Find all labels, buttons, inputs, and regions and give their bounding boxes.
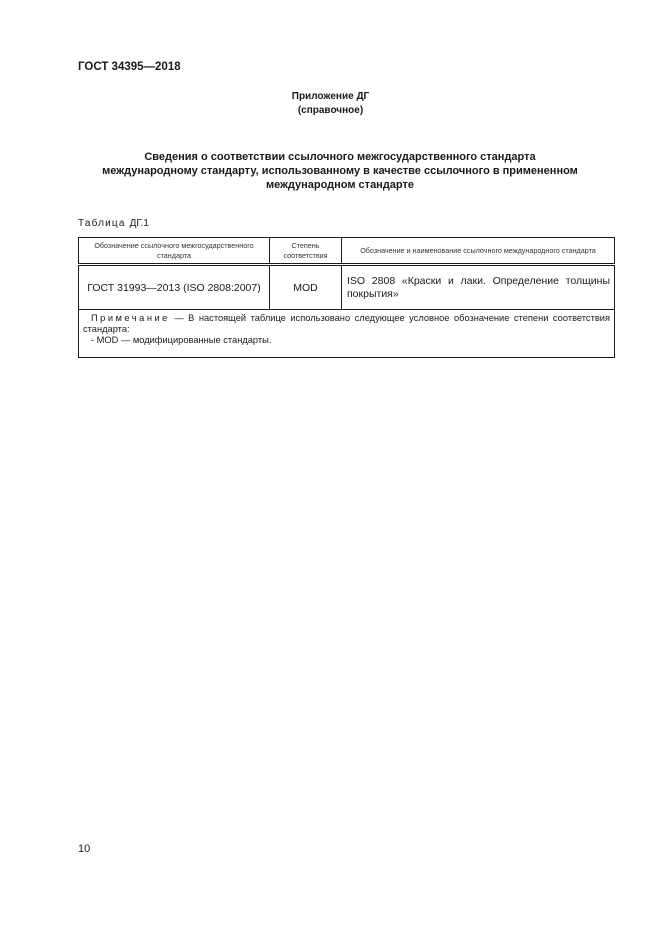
table-caption bbox=[78, 218, 149, 229]
cell-interstate-standard: ГОСТ 31993—2013 (ISO 2808:2007) bbox=[79, 265, 270, 310]
cell-international-standard: ISO 2808 «Краски и лаки. Определение толщины покрытия» bbox=[342, 265, 615, 310]
heading-line-2: международному стандарту, использованному в качестве ссылочного в примененном bbox=[102, 165, 578, 177]
note-item: - MOD — модифицированные стандарты. bbox=[91, 335, 272, 345]
column-header-conformity: Степень соответствия bbox=[270, 238, 342, 265]
heading-line-3: международном стандарте bbox=[265, 179, 415, 191]
annex-type: (справочное) bbox=[297, 105, 364, 116]
conformity-table bbox=[78, 237, 615, 358]
document-code: ГОСТ 34395—2018 bbox=[78, 61, 181, 73]
annex-block bbox=[0, 90, 661, 118]
annex-heading bbox=[100, 150, 580, 192]
table-note bbox=[79, 310, 615, 358]
heading-line-1: Сведения о соответствии ссылочного межгосударственного стандарта bbox=[144, 151, 536, 163]
annex-title: Приложение ДГ bbox=[291, 91, 370, 102]
page-number: 10 bbox=[78, 843, 91, 855]
column-header-interstate-standard: Обозначение ссылочного межгосударственного стандарта bbox=[79, 238, 270, 265]
note-label: Примечание bbox=[91, 313, 170, 323]
cell-conformity: MOD bbox=[270, 265, 342, 310]
table-caption-word: Таблица bbox=[78, 218, 126, 229]
note-text: — В настоящей таблице использовано следующее условное обозначение степени соответствия стандарта: bbox=[83, 313, 610, 334]
column-header-international-standard: Обозначение и наименование ссылочного международного стандарта bbox=[342, 238, 615, 265]
table-caption-number: ДГ.1 bbox=[129, 218, 149, 229]
table-note-row bbox=[79, 310, 615, 358]
table-row bbox=[79, 265, 615, 310]
table-header-row bbox=[79, 238, 615, 265]
